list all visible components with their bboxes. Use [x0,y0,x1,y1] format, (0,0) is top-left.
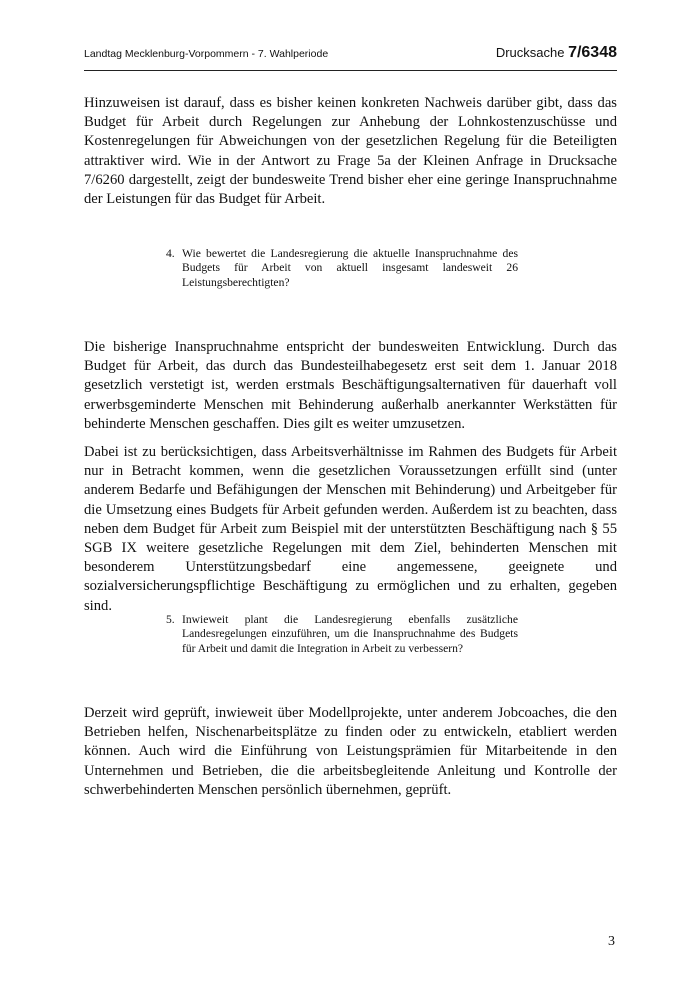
document-number [496,44,617,62]
page-number: 3 [608,934,615,949]
answer-4-paragraph-2: Dabei ist zu berücksichtigen, dass Arbeitsverhältnisse im Rahmen des Budgets für Arbeit nur in Betracht kommen, wenn die gesetzlichen Voraussetzungen erfüllt sind (unter anderem Bedarfe und Befähigungen der Menschen mit Behinderung) und Arbeitgeber für die Umsetzung eines Budgets für Arbeit gefunden werden. Außerdem ist zu beachten, dass neben dem Budget für Arbeit zum Beispiel mit der unterstützten Beschäftigung nach § 55 SGB IX weitere gesetzliche Regelungen mit dem Ziel, behinderten Menschen mit besonderem Unterstützungsbedarf eine angemessene, geeignete und sozialversicherungspflichtige Beschäftigung zu ermöglichen und zu erhalten, gegeben sind. [84,444,617,614]
question-number: 4. [166,247,175,260]
question-text: Inwieweit plant die Landesregierung ebenfalls zusätzliche Landesregelungen einzuführen, um die Inanspruchnahme des Budgets für Arbeit und damit die Integration in Arbeit zu verbessern? [182,613,518,655]
question-number: 5. [166,613,175,626]
page-header [84,44,617,71]
answer-5-paragraph: Derzeit wird geprüft, inwieweit über Modellprojekte, unter anderem Jobcoaches, die den Betrieben helfen, Nischenarbeitsplätze zu finden oder zu entwickeln, etabliert werden können. Auch wird die Einführung von Leistungsprämien für Mitarbeitende in den Unternehmen und Betrieben, die die arbeitsbegleitende Anleitung und Kontrolle der schwerbehinderten Menschen persönlich übernehmen, geprüft. [84,705,617,798]
question-4 [166,247,518,290]
document-number-value: 7/6348 [568,44,617,61]
question-text: Wie bewertet die Landesregierung die aktuelle Inanspruchnahme des Budgets für Arbeit von aktuell insgesamt landesweit 26 Leistungsberechtigten? [182,247,518,289]
question-5 [166,613,518,656]
document-number-label: Drucksache [495,45,569,60]
answer-paragraph-intro: Hinzuweisen ist darauf, dass es bisher keinen konkreten Nachweis darüber gibt, dass das Budget für Arbeit durch Regelungen zur Anhebung der Lohnkostenzuschüsse und Kostenregelungen für Abweichungen von der gesetzlichen Regelung für die Beteiligten attraktiver wird. Wie in der Antwort zu Frage 5a der Kleinen Anfrage in Drucksache 7/6260 dargestellt, zeigt der bundesweite Trend bisher eher eine geringe Inanspruchnahme der Leistungen für das Budget für Arbeit. [84,95,617,208]
parliament-title: Landtag Mecklenburg-Vorpommern - 7. Wahlperiode [84,48,329,60]
answer-4-paragraph-1: Die bisherige Inanspruchnahme entspricht der bundesweiten Entwicklung. Durch das Budget für Arbeit, das durch das Bundesteilhabegesetz erst seit dem 1. Januar 2018 gesetzlich verstetigt ist, werden erstmals Beschäftigungsalternativen für dauerhaft voll erwerbsgeminderte Menschen mit Behinderung außerhalb anerkannter Werkstätten für behinderte Menschen geschaffen. Dies gilt es weiter umzusetzen. [84,339,617,432]
